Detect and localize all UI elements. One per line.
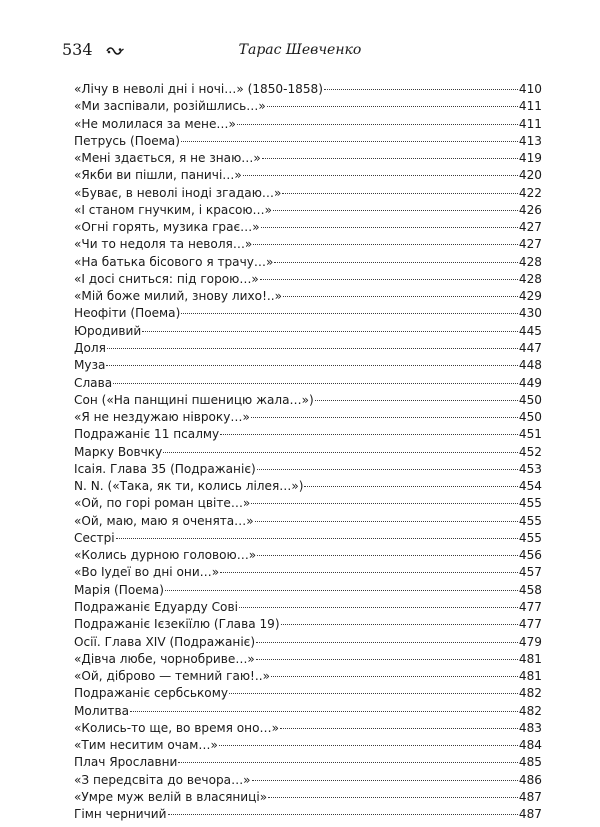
toc-entry-title: «З передсвіта до вечора…» [74, 772, 251, 787]
toc-dot-leader [181, 313, 518, 314]
toc-dot-leader [130, 711, 518, 712]
toc-entry-page: 413 [518, 133, 542, 148]
toc-entry-page: 482 [518, 703, 542, 718]
toc-dot-leader [229, 693, 518, 694]
toc-dot-leader [257, 469, 518, 470]
toc-entry [74, 444, 542, 461]
toc-entry-page: 450 [518, 410, 542, 425]
toc-entry [74, 167, 542, 184]
toc-entry-page: 453 [518, 461, 542, 476]
toc-dot-leader [220, 572, 518, 573]
toc-entry-page: 481 [518, 669, 542, 684]
running-header [62, 40, 538, 68]
toc-entry [74, 340, 542, 357]
toc-entry [74, 513, 542, 530]
toc-dot-leader [106, 365, 517, 366]
toc-entry-page: 455 [518, 513, 542, 528]
toc-entry-title: «Тим неситим очам…» [74, 738, 218, 753]
toc-dot-leader [283, 296, 518, 297]
toc-entry-title: Юродивий [74, 323, 142, 338]
toc-dot-leader [262, 158, 518, 159]
toc-entry [74, 98, 542, 115]
toc-entry [74, 185, 542, 202]
toc-entry-page: 457 [518, 565, 542, 580]
toc-entry [74, 81, 542, 98]
toc-entry-page: 420 [518, 168, 542, 183]
toc-entry-page: 427 [518, 220, 542, 235]
toc-entry [74, 150, 542, 167]
toc-entry-title: Доля [74, 340, 106, 355]
toc-entry-title: Петрусь (Поема) [74, 133, 180, 148]
toc-entry-page: 455 [518, 496, 542, 511]
toc-dot-leader [315, 400, 518, 401]
toc-entry-page: 451 [518, 427, 542, 442]
toc-entry-title: «Якби ви пішли, паничі…» [74, 168, 242, 183]
toc-entry [74, 202, 542, 219]
toc-entry [74, 789, 542, 806]
toc-entry-title: Плач Ярославни [74, 755, 178, 770]
toc-dot-leader [253, 244, 518, 245]
toc-entry-title: Осії. Глава XIV (Подражаніє) [74, 634, 256, 649]
toc-entry [74, 116, 542, 133]
toc-entry-title: «Буває, в неволі іноді згадаю…» [74, 185, 282, 200]
toc-entry-title: Муза [74, 358, 106, 373]
toc-entry-page: 419 [518, 151, 542, 166]
toc-entry [74, 703, 542, 720]
toc-dot-leader [251, 503, 518, 504]
toc-entry-page: 456 [518, 548, 542, 563]
toc-entry-page: 411 [518, 116, 542, 131]
toc-dot-leader [255, 521, 518, 522]
toc-entry [74, 530, 542, 547]
toc-entry-title: «Не молилася за мене…» [74, 116, 236, 131]
toc-entry-page: 483 [518, 720, 542, 735]
toc-entry [74, 634, 542, 651]
toc-entry-title: Марія (Поема) [74, 582, 164, 597]
toc-dot-leader [304, 486, 517, 487]
toc-dot-leader [260, 279, 518, 280]
toc-entry-page: 477 [518, 617, 542, 632]
toc-dot-leader [282, 193, 518, 194]
toc-entry [74, 236, 542, 253]
toc-entry-page: 445 [518, 323, 542, 338]
toc-entry-page: 450 [518, 392, 542, 407]
toc-entry-page: 482 [518, 686, 542, 701]
toc-entry [74, 495, 542, 512]
toc-dot-leader [163, 452, 518, 453]
toc-entry-page: 447 [518, 340, 542, 355]
toc-entry [74, 616, 542, 633]
toc-entry [74, 582, 542, 599]
toc-entry-title: «Колись дурною головою…» [74, 548, 257, 563]
toc-entry-title: Подражаніє сербському [74, 686, 228, 701]
toc-dot-leader [181, 141, 518, 142]
toc-dot-leader [281, 624, 518, 625]
toc-entry-title: Подражаніє Ієзекіїлю (Глава 19) [74, 617, 280, 632]
toc-entry-page: 449 [518, 375, 542, 390]
toc-entry-page: 484 [518, 738, 542, 753]
toc-entry-title: «Мій боже милий, знову лихо!..» [74, 289, 283, 304]
toc-entry-title: «Чи то недоля та неволя…» [74, 237, 253, 252]
toc-entry-page: 481 [518, 651, 542, 666]
toc-entry [74, 806, 542, 823]
toc-entry [74, 392, 542, 409]
toc-entry-title: Слава [74, 375, 113, 390]
toc-entry [74, 478, 542, 495]
toc-entry-title: «Я не нездужаю нівроку…» [74, 410, 250, 425]
toc-entry [74, 357, 542, 374]
toc-entry [74, 271, 542, 288]
toc-entry [74, 375, 542, 392]
toc-dot-leader [273, 210, 518, 211]
toc-entry [74, 651, 542, 668]
toc-dot-leader [116, 538, 518, 539]
toc-entry-page: 454 [518, 479, 542, 494]
toc-entry [74, 323, 542, 340]
toc-entry [74, 305, 542, 322]
toc-entry-title: «Ой, діброво — темний гаю!..» [74, 669, 270, 684]
toc-entry-page: 428 [518, 271, 542, 286]
toc-dot-leader [220, 434, 518, 435]
toc-entry-page: 422 [518, 185, 542, 200]
toc-entry [74, 668, 542, 685]
toc-entry-page: 427 [518, 237, 542, 252]
toc-entry-page: 487 [518, 807, 542, 822]
toc-dot-leader [239, 607, 518, 608]
toc-entry-title: Подражаніє 11 псалму [74, 427, 220, 442]
toc-dot-leader [256, 659, 518, 660]
toc-entry-title: «Умре муж велій в власяниці» [74, 789, 268, 804]
toc-entry-page: 428 [518, 254, 542, 269]
toc-entry [74, 772, 542, 789]
toc-entry [74, 737, 542, 754]
toc-dot-leader [274, 262, 518, 263]
toc-dot-leader [256, 642, 518, 643]
toc-dot-leader [252, 780, 518, 781]
toc-entry-title: «Колись-то ще, во время оно…» [74, 720, 279, 735]
toc-entry-page: 486 [518, 772, 542, 787]
toc-entry [74, 219, 542, 236]
toc-entry [74, 288, 542, 305]
toc-entry-title: «Ой, по горі роман цвіте…» [74, 496, 251, 511]
toc-dot-leader [113, 383, 518, 384]
toc-entry [74, 547, 542, 564]
toc-entry-page: 477 [518, 599, 542, 614]
toc-entry-page: 448 [518, 358, 542, 373]
toc-entry [74, 461, 542, 478]
toc-entry [74, 426, 542, 443]
toc-entry-title: «І станом гнучким, і красою…» [74, 202, 273, 217]
table-of-contents [74, 81, 542, 823]
toc-entry-page: 458 [518, 582, 542, 597]
toc-entry-page: 455 [518, 530, 542, 545]
toc-entry-title: Ісаія. Глава 35 (Подражаніє) [74, 461, 256, 476]
running-header-author: Тарас Шевченко [238, 42, 362, 58]
toc-entry-title: Сон («На панщині пшеницю жала…») [74, 392, 314, 407]
toc-entry-title: «І досі сниться: під горою…» [74, 271, 259, 286]
toc-dot-leader [237, 124, 518, 125]
toc-entry [74, 754, 542, 771]
toc-entry-page: 426 [518, 202, 542, 217]
toc-entry [74, 254, 542, 271]
toc-dot-leader [219, 745, 518, 746]
toc-dot-leader [251, 417, 518, 418]
toc-entry-page: 411 [518, 99, 542, 114]
toc-dot-leader [257, 555, 518, 556]
toc-entry-page: 485 [518, 755, 542, 770]
toc-dot-leader [168, 814, 518, 815]
toc-entry [74, 685, 542, 702]
toc-entry-title: Гімн черничий [74, 807, 167, 822]
toc-dot-leader [243, 175, 518, 176]
toc-dot-leader [324, 89, 518, 90]
toc-entry-title: Сестрі [74, 530, 115, 545]
toc-entry-page: 430 [518, 306, 542, 321]
toc-entry [74, 564, 542, 581]
toc-dot-leader [178, 762, 518, 763]
toc-entry [74, 133, 542, 150]
toc-entry-title: Марку Вовчку [74, 444, 163, 459]
toc-dot-leader [165, 590, 518, 591]
toc-entry-title: Неофіти (Поема) [74, 306, 181, 321]
toc-dot-leader [261, 227, 518, 228]
toc-entry-page: 452 [518, 444, 542, 459]
toc-entry-title: «Дівча любе, чорнобриве…» [74, 651, 255, 666]
toc-entry-page: 487 [518, 789, 542, 804]
toc-entry-title: «Ми заспівали, розійшлись…» [74, 99, 266, 114]
toc-dot-leader [280, 728, 518, 729]
toc-dot-leader [267, 106, 518, 107]
toc-entry-page: 410 [518, 82, 542, 96]
toc-dot-leader [268, 797, 518, 798]
toc-entry-title: «Ой, маю, маю я оченята…» [74, 513, 254, 528]
page-number: 534 [62, 40, 93, 59]
toc-entry-title: Молитва [74, 703, 130, 718]
toc-entry-title: N. N. («Така, як ти, колись лілея…») [74, 479, 304, 494]
toc-entry [74, 409, 542, 426]
toc-entry-title: «Мені здається, я не знаю…» [74, 151, 261, 166]
toc-dot-leader [271, 676, 518, 677]
toc-entry-page: 429 [518, 289, 542, 304]
toc-dot-leader [142, 331, 518, 332]
toc-dot-leader [107, 348, 518, 349]
toc-entry-title: «Во Іудеї во дні они…» [74, 565, 220, 580]
toc-entry [74, 720, 542, 737]
toc-entry-page: 479 [518, 634, 542, 649]
toc-entry-title: «Огні горять, музика грає…» [74, 220, 260, 235]
toc-entry-title: «На батька бісового я трачу…» [74, 254, 274, 269]
toc-entry-title: Подражаніє Едуарду Сові [74, 599, 238, 614]
toc-entry [74, 599, 542, 616]
toc-entry-title: «Лічу в неволі дні і ночі…» (1850-1858) [74, 82, 323, 96]
